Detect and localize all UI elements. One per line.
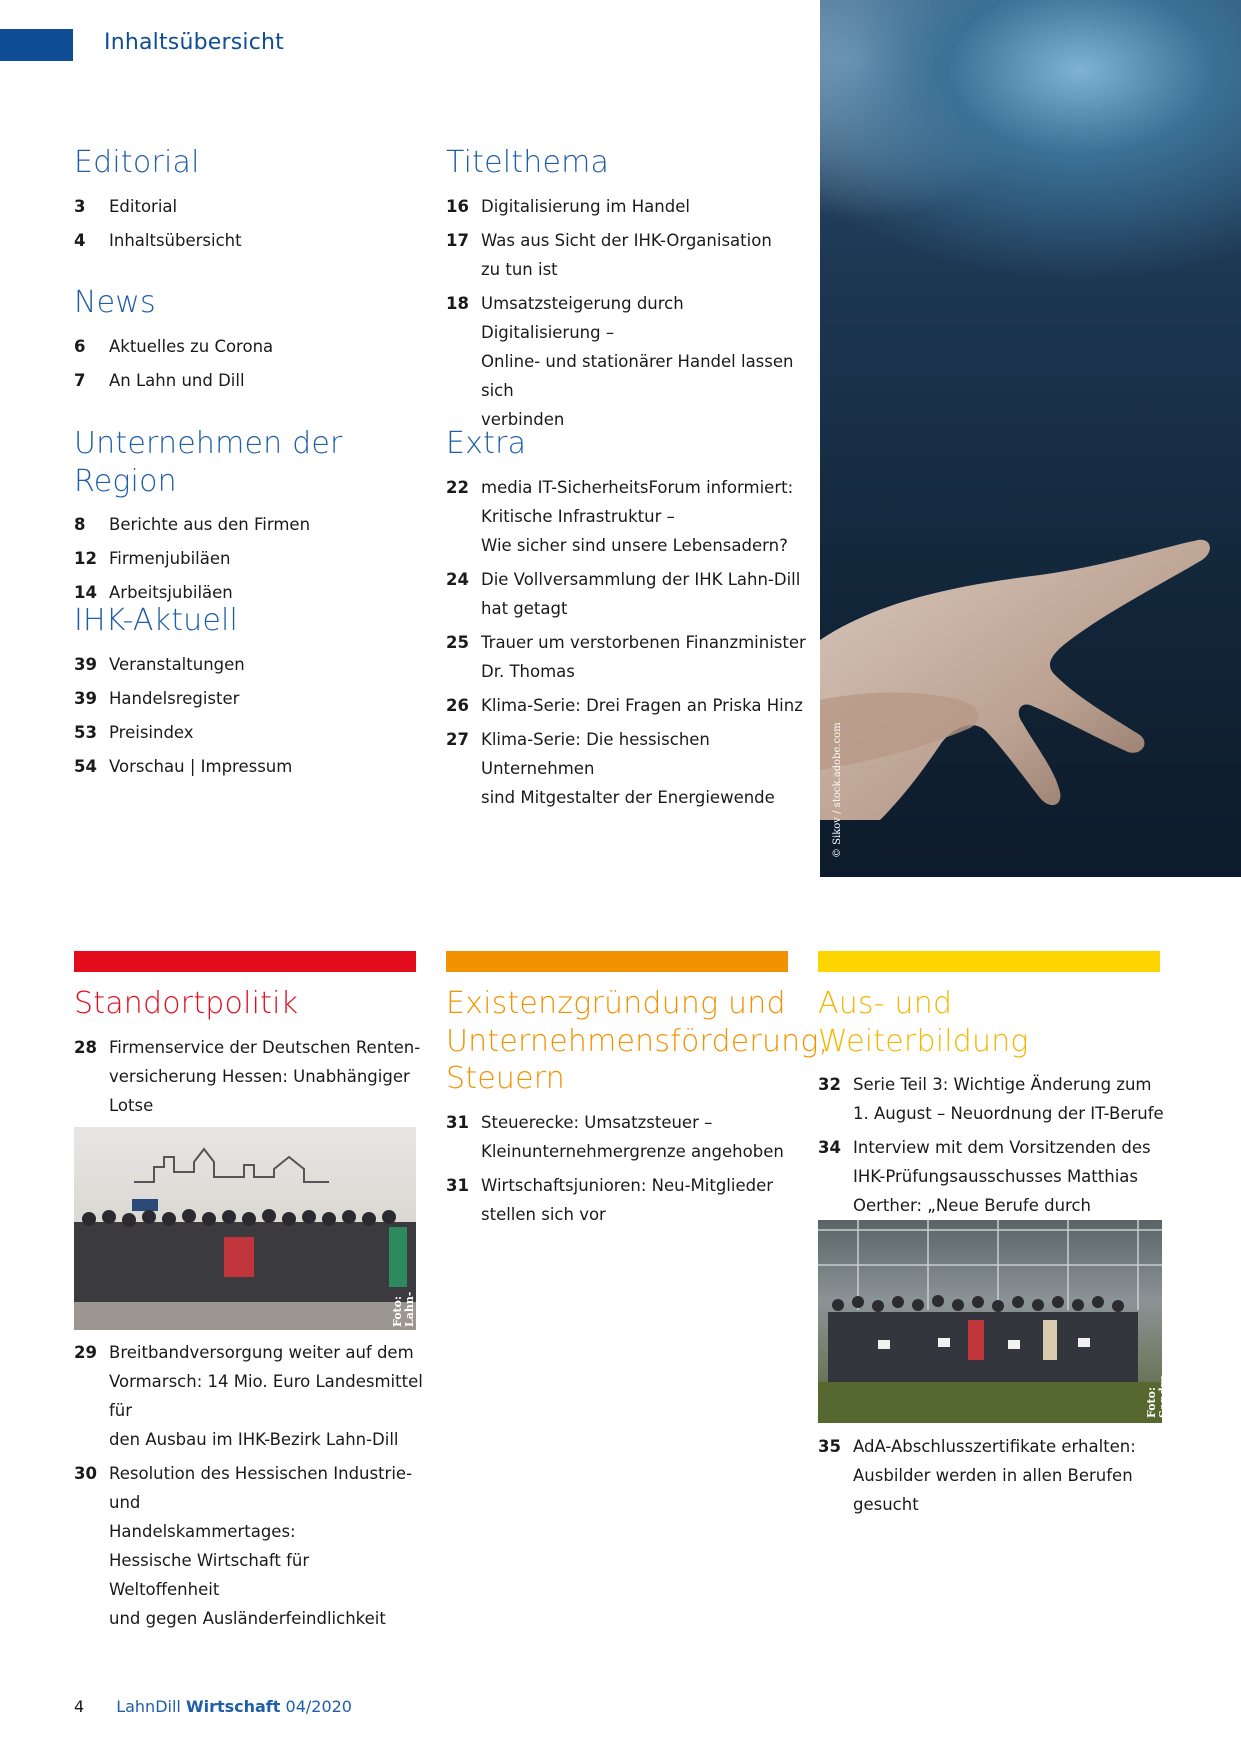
section-editorial [74,144,434,260]
toc-entry-text: AdA-Abschlusszertifikate erhalten: Ausbilder werden in allen Berufen gesucht [853,1437,1136,1514]
toc-entry[interactable] [74,752,434,781]
standortpolitik-color-bar [74,951,416,972]
toc-page-number: 18 [446,293,469,313]
section-news [74,284,434,400]
toc-entry[interactable] [446,565,806,623]
group-photo-illustration [74,1127,416,1330]
toc-page-number: 53 [74,722,97,742]
photo-group-ada-certificates [818,1220,1182,1423]
section-title-news: News [74,285,156,320]
toc-entry-text: Umsatzsteigerung durch Digitalisierung – Online- und stationärer Handel lassen sich verbinden [481,293,794,429]
toc-entry[interactable] [74,1338,424,1454]
toc-entry[interactable] [446,226,806,284]
toc-entry[interactable] [74,650,434,679]
toc-entry-text: Firmenjubiläen [109,549,231,568]
hero-photo-credit: © Sikov / stock.adobe.com [832,722,843,858]
toc-entry-text: Berichte aus den Firmen [109,515,311,534]
toc-entry[interactable] [446,1171,796,1229]
brand-light: LahnDill [116,1697,186,1716]
page-title: Inhaltsübersicht [104,30,284,55]
toc-entry[interactable] [818,1070,1168,1128]
existenz-color-bar [446,951,788,972]
page-number: 4 [74,1697,85,1716]
section-extra [446,425,806,817]
toc-entry-text: media IT-SicherheitsForum informiert: Kritische Infrastruktur – Wie sicher sind unsere Lebensadern? [481,477,794,555]
toc-page-number: 31 [446,1112,469,1132]
toc-page-number: 12 [74,549,97,568]
toc-entry-text: Wirtschaftsjunioren: Neu-Mitglieder stellen sich vor [481,1175,774,1224]
toc-page-number: 39 [74,688,97,708]
section-ausbildung-more [818,1432,1168,1524]
toc-entry[interactable] [74,718,434,747]
toc-entry[interactable] [74,226,434,255]
toc-page-number: 22 [446,477,469,497]
section-title-unternehmen: Unternehmen der Region [74,426,343,499]
toc-page-number: 7 [74,370,86,390]
toc-entry[interactable] [446,192,806,221]
section-title-standortpolitik: Standortpolitik [74,986,299,1021]
toc-entry-text: Breitbandversorgung weiter auf dem Vormarsch: 14 Mio. Euro Landesmittel für den Ausbau im IHK-Bezirk Lahn-Dill [109,1343,423,1449]
toc-entry-text: Vorschau | Impressum [109,756,293,776]
toc-entry-text: Veranstaltungen [109,654,245,674]
toc-page-number: 4 [74,230,86,250]
section-existenzgruendung [446,985,829,1234]
toc-entry-text: Steuerecke: Umsatzsteuer – Kleinunternehmergrenze angehoben [481,1112,784,1161]
toc-entry-text: Klima-Serie: Die hessischen Unternehmen sind Mitgestalter der Energiewende [481,729,775,807]
toc-page-number: 3 [74,196,86,216]
toc-entry[interactable] [74,192,434,221]
toc-entry-text: Interview mit dem Vorsitzenden des IHK-Prüfungsausschusses Matthias Oerther: „Neue Berufe durch [853,1138,1151,1215]
toc-entry-text: Handelsregister [109,688,240,708]
toc-page-number: 34 [818,1138,841,1157]
photo1-credit: Foto: Lahn-Dill-Kreis [391,1291,440,1327]
toc-page-number: 24 [446,569,469,589]
toc-page-number: 17 [446,230,469,250]
toc-entry-text: Inhaltsübersicht [109,230,242,250]
section-title-existenzgruendung: Existenzgründung und Unternehmensförderung, Steuern [446,986,829,1096]
photo-group-lahn-dill-kreis [74,1127,440,1330]
toc-entry[interactable] [446,473,806,560]
toc-entry-text: Firmenservice der Deutschen Renten- versicherung Hessen: Unabhängiger Lotse [109,1037,421,1115]
toc-page-number: 16 [446,196,469,216]
toc-entry[interactable] [446,691,806,720]
toc-entry[interactable] [446,628,806,686]
toc-entry-text: Resolution des Hessischen Industrie- und Handelskammertages: Hessische Wirtschaft für Weltoffenheit und gegen Ausländerfeindlichkeit [109,1464,413,1628]
toc-entry-text: Digitalisierung im Handel [481,196,690,216]
hand-illustration [820,0,1241,877]
page-footer [74,1697,352,1716]
toc-entry-text: Editorial [109,196,178,216]
toc-page-number: 29 [74,1343,97,1362]
toc-entry[interactable] [74,544,434,573]
toc-entry[interactable] [74,366,434,395]
section-ihk-aktuell [74,602,434,786]
section-title-ausbildung: Aus- und Weiterbildung [818,986,1029,1059]
toc-entry-text: Trauer um verstorbenen Finanzminister Dr. Thomas [481,632,806,681]
toc-page-number: 31 [446,1175,469,1195]
toc-entry-text: Aktuelles zu Corona [109,336,274,356]
group-photo-illustration-2 [818,1220,1162,1423]
toc-page-number: 39 [74,654,97,674]
toc-page-number: 25 [446,632,469,652]
toc-entry[interactable] [446,1108,796,1166]
toc-page-number: 28 [74,1037,97,1057]
toc-entry[interactable] [446,725,806,812]
toc-page-number: 32 [818,1075,841,1094]
toc-entry[interactable] [74,1459,424,1633]
toc-entry-text: Klima-Serie: Drei Fragen an Priska Hinz [481,695,803,715]
toc-page-number: 35 [818,1437,841,1456]
toc-entry-text: Preisindex [109,722,194,742]
toc-page-number: 6 [74,336,86,356]
toc-entry[interactable] [74,684,434,713]
section-title-editorial: Editorial [74,145,200,180]
header-accent-bar [0,29,73,61]
toc-entry-text: Arbeitsjubiläen [109,583,233,602]
toc-entry-text: Die Vollversammlung der IHK Lahn-Dill hat getagt [481,569,801,618]
toc-page-number: 54 [74,756,97,776]
hero-image-hand [820,0,1241,877]
toc-page-number: 26 [446,695,469,715]
ausbildung-color-bar [818,951,1160,972]
section-titelthema [446,144,806,439]
section-title-titelthema: Titelthema [446,145,610,180]
toc-entry[interactable] [74,332,434,361]
toc-entry-text: Was aus Sicht der IHK-Organisation zu tun ist [481,230,772,279]
photo2-credit: Foto: Sandra Valentin [1145,1366,1182,1418]
toc-page-number: 14 [74,583,97,602]
issue-number: 04/2020 [280,1697,352,1716]
toc-page-number: 8 [74,515,86,534]
toc-page-number: 27 [446,729,469,749]
toc-entry[interactable] [446,289,806,434]
section-title-extra: Extra [446,426,527,461]
toc-entry-text: Serie Teil 3: Wichtige Änderung zum 1. August – Neuordnung der IT-Berufe [853,1075,1164,1123]
toc-entry-text: An Lahn und Dill [109,370,245,390]
section-standortpolitik-more [74,1338,424,1638]
section-title-ihk-aktuell: IHK-Aktuell [74,603,239,638]
brand-bold: Wirtschaft [185,1697,281,1716]
toc-entry[interactable] [818,1432,1168,1519]
toc-entry[interactable] [74,510,434,539]
toc-page-number: 30 [74,1464,97,1483]
section-unternehmen [74,425,434,612]
